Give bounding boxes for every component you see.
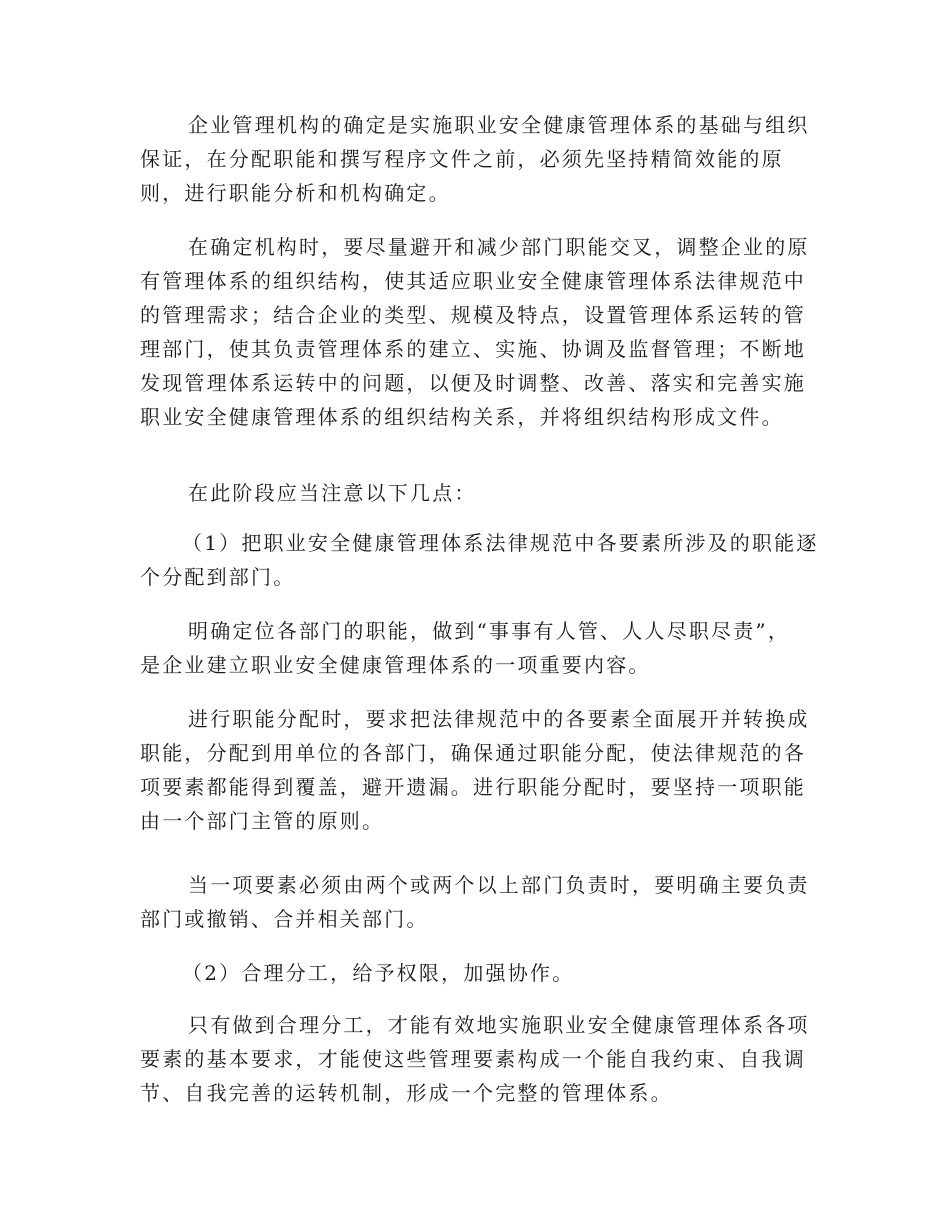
text-line: 职能，分配到用单位的各部门，确保通过职能分配，使法律规范的各 (140, 741, 806, 765)
text-line: 理部门，使其负责管理体系的建立、实施、协调及监督管理；不断地 (140, 337, 806, 361)
text-line: 保证，在分配职能和撰写程序文件之前，必须先坚持精简效能的原 (140, 147, 784, 171)
text-line: 节、自我完善的运转机制，形成一个完整的管理体系。 (140, 1081, 673, 1105)
paragraph-8 (140, 956, 820, 990)
paragraph-5 (140, 614, 820, 682)
paragraph-7 (140, 868, 820, 936)
text-line: 则，进行职能分析和机构确定。 (140, 181, 451, 205)
text-line: 进行职能分配时，要求把法律规范中的各要素全面展开并转换成 (188, 707, 810, 731)
text-line: 在此阶段应当注意以下几点： (188, 481, 477, 505)
paragraph-6 (140, 702, 820, 838)
text-line: 个分配到部门。 (140, 565, 296, 589)
text-line: 只有做到合理分工，才能有效地实施职业安全健康管理体系各项 (188, 1013, 810, 1037)
text-line: 是企业建立职业安全健康管理体系的一项重要内容。 (140, 653, 651, 677)
text-line: 发现管理体系运转中的问题，以便及时调整、改善、落实和完善实施 (140, 371, 806, 395)
text-line: 由一个部门主管的原则。 (140, 809, 385, 833)
text-line: 职业安全健康管理体系的组织结构关系，并将组织结构形成文件。 (140, 405, 784, 429)
paragraph-2 (140, 230, 820, 434)
text-line: 的管理需求；结合企业的类型、规模及特点，设置管理体系运转的管 (140, 303, 806, 327)
paragraph-4 (140, 526, 820, 594)
paragraph-9 (140, 1008, 820, 1110)
text-line: 当一项要素必须由两个或两个以上部门负责时，要明确主要负责 (188, 873, 810, 897)
text-line: （2）合理分工，给予权限，加强协作。 (182, 961, 575, 985)
paragraph-1 (140, 108, 820, 210)
text-line: 要素的基本要求，才能使这些管理要素构成一个能自我约束、自我调 (140, 1047, 806, 1071)
text-line: 在确定机构时，要尽量避开和减少部门职能交叉，调整企业的原 (188, 235, 810, 259)
paragraph-3 (140, 476, 820, 510)
text-line: （1）把职业安全健康管理体系法律规范中各要素所涉及的职能逐 (182, 531, 819, 555)
text-line: 项要素都能得到覆盖，避开遗漏。进行职能分配时，要坚持一项职能 (140, 775, 806, 799)
text-line: 企业管理机构的确定是实施职业安全健康管理体系的基础与组织 (188, 113, 810, 137)
text-line: 有管理体系的组织结构，使其适应职业安全健康管理体系法律规范中 (140, 269, 806, 293)
text-line: 部门或撤销、合并相关部门。 (140, 907, 429, 931)
text-line: 明确定位各部门的职能，做到“事事有人管、人人尽职尽责”， (188, 619, 791, 643)
